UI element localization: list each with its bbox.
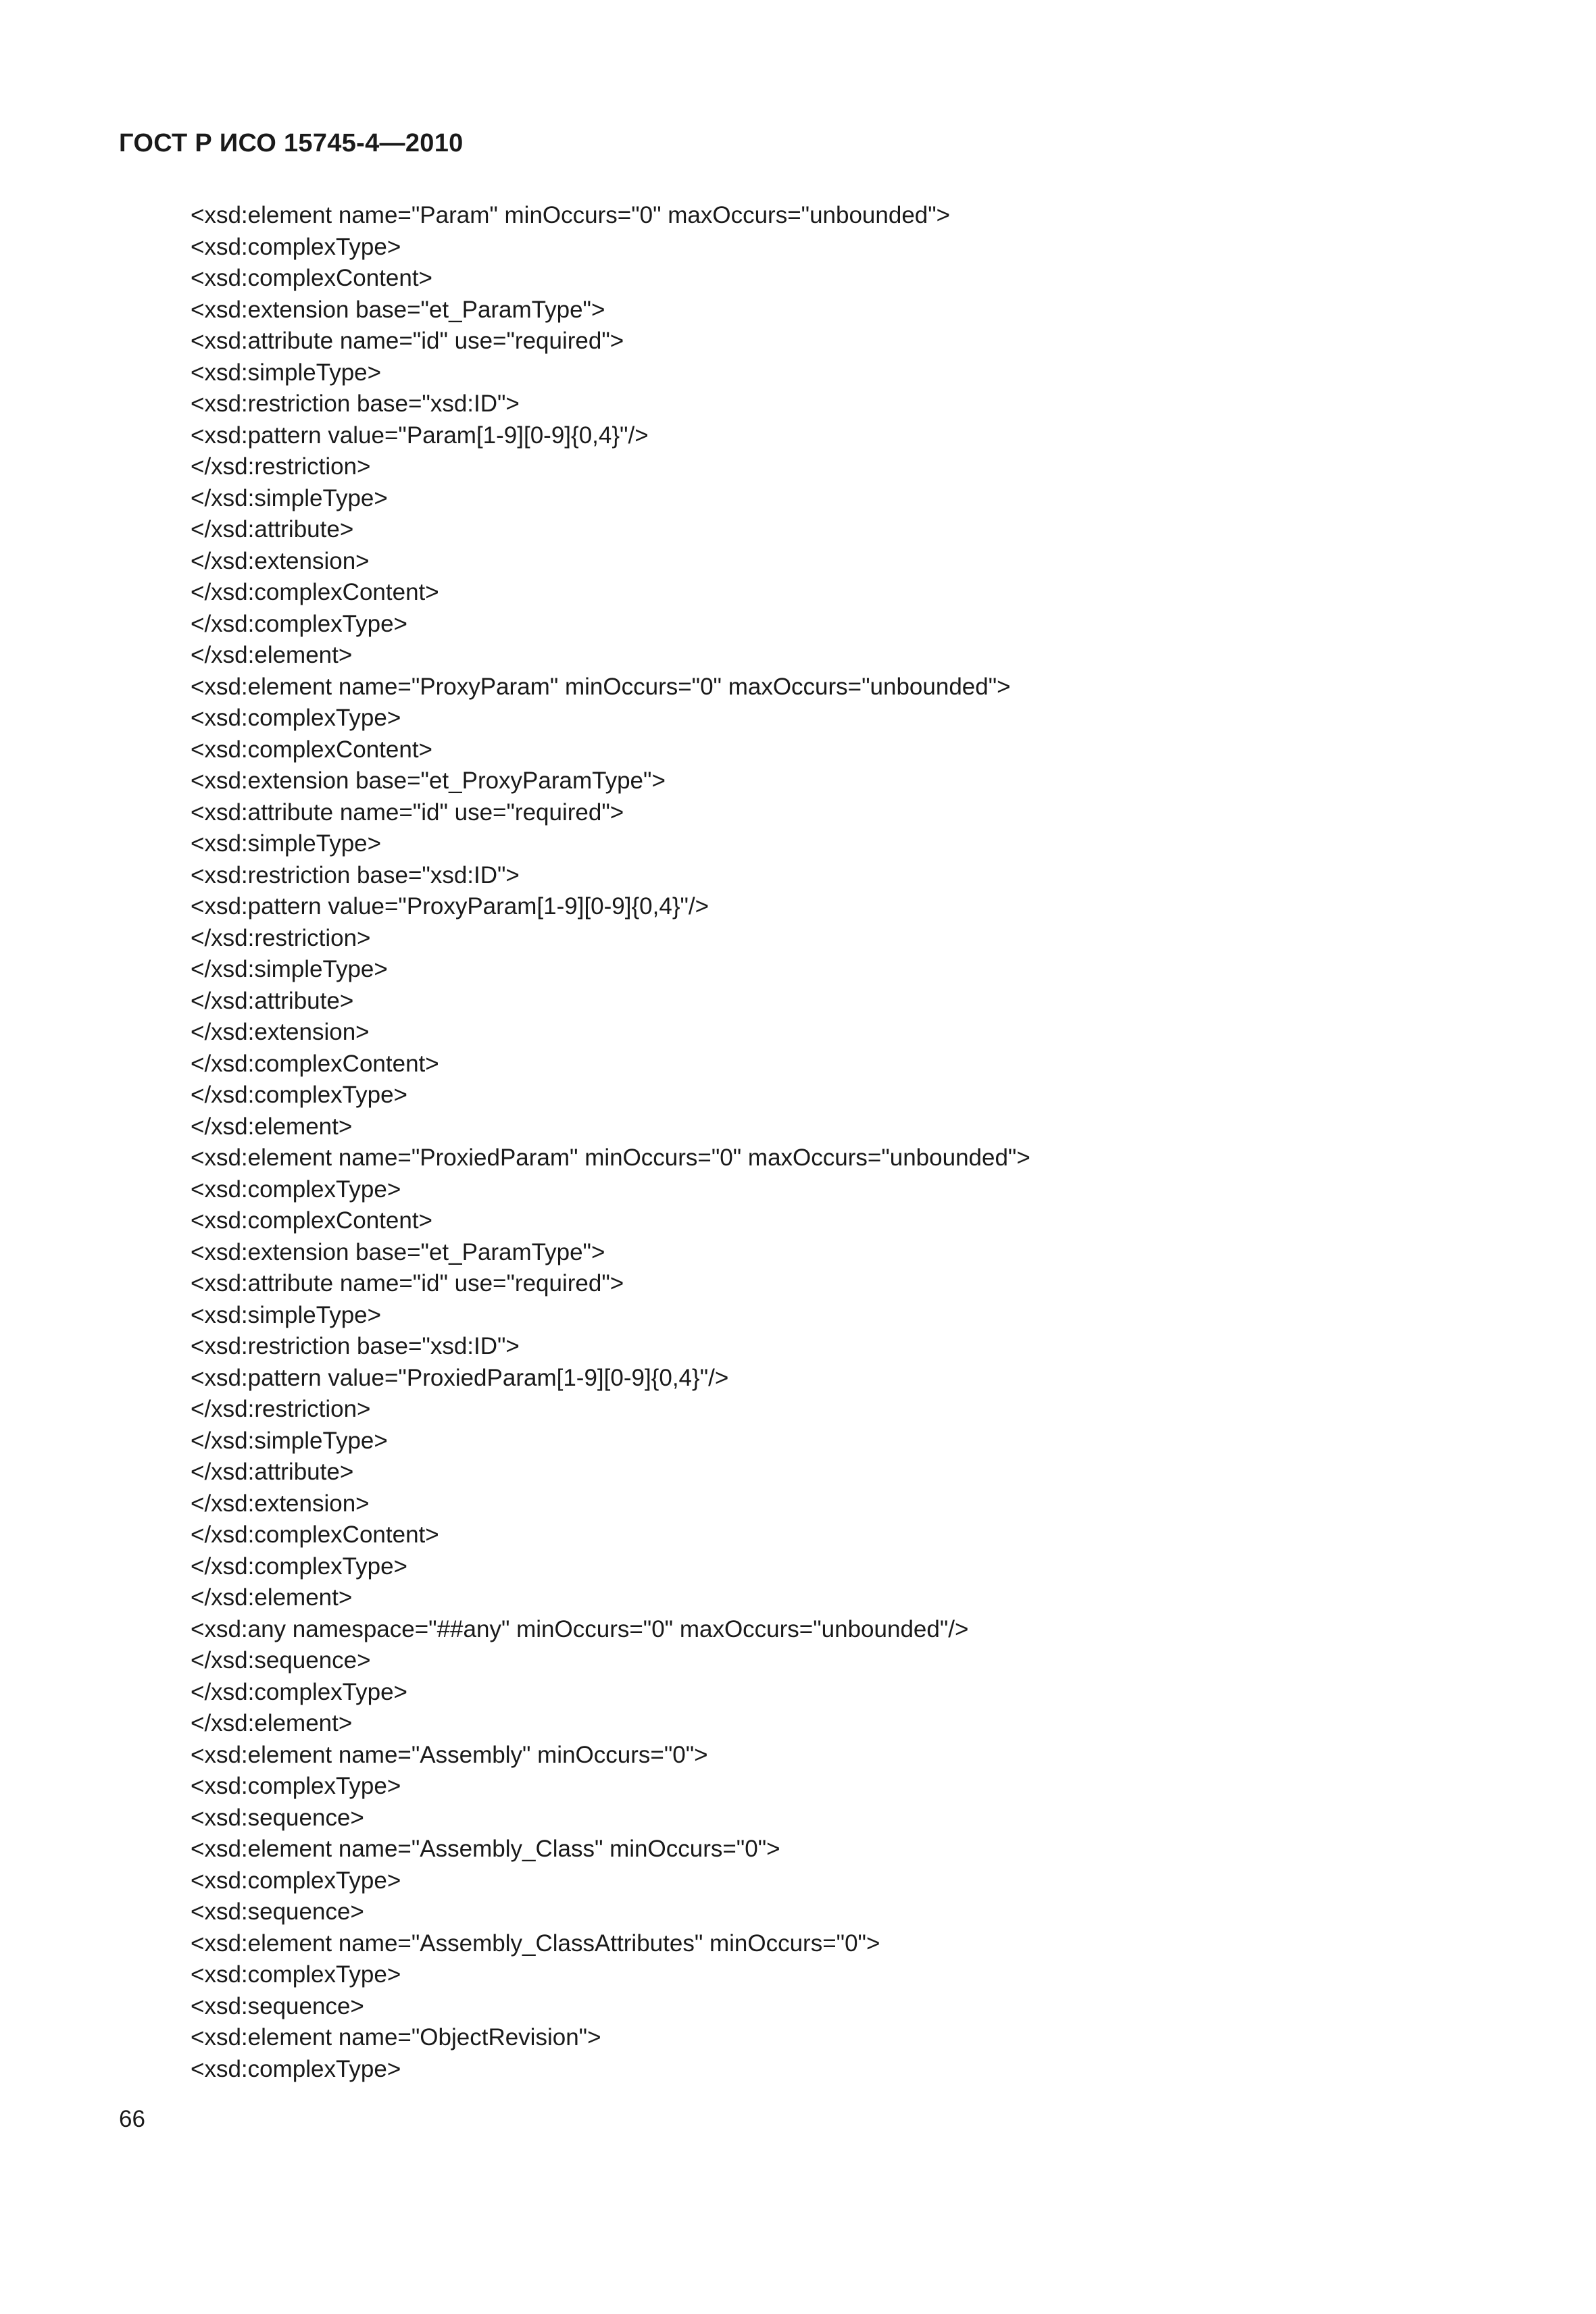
- xsd-code-listing: [191, 200, 1030, 2085]
- code-line: </xsd:restriction>: [191, 924, 371, 951]
- code-line: </xsd:element>: [191, 1113, 353, 1140]
- code-line: <xsd:attribute name="id" use="required">: [191, 328, 624, 354]
- code-line: </xsd:complexType>: [191, 1082, 407, 1108]
- code-line: <xsd:restriction base="xsd:ID">: [191, 861, 520, 888]
- code-line: </xsd:complexContent>: [191, 579, 439, 605]
- code-line: <xsd:sequence>: [191, 1804, 364, 1831]
- code-line: <xsd:complexType>: [191, 705, 401, 731]
- code-line: <xsd:attribute name="id" use="required">: [191, 1270, 624, 1297]
- code-line: </xsd:extension>: [191, 547, 370, 574]
- code-line: <xsd:extension base="et_ParamType">: [191, 1238, 605, 1265]
- code-line: <xsd:simpleType>: [191, 359, 382, 386]
- code-line: </xsd:complexType>: [191, 1678, 407, 1705]
- code-line: </xsd:extension>: [191, 1019, 370, 1045]
- page-header-standard-code: ГОСТ Р ИСО 15745-4—2010: [119, 129, 464, 157]
- code-line: </xsd:complexContent>: [191, 1050, 439, 1077]
- code-line: </xsd:attribute>: [191, 1459, 354, 1485]
- page-number: 66: [119, 2106, 145, 2132]
- code-line: </xsd:attribute>: [191, 987, 354, 1014]
- code-line: </xsd:restriction>: [191, 453, 371, 480]
- code-line: <xsd:complexType>: [191, 1773, 401, 1799]
- code-line: </xsd:sequence>: [191, 1647, 371, 1674]
- code-line: <xsd:sequence>: [191, 1898, 364, 1925]
- code-line: <xsd:complexType>: [191, 1176, 401, 1203]
- code-line: <xsd:complexContent>: [191, 736, 432, 763]
- code-line: <xsd:element name="ProxyParam" minOccurs="0" maxOccurs="unbounded">: [191, 673, 1011, 700]
- code-line: <xsd:complexType>: [191, 1961, 401, 1988]
- code-line: <xsd:complexType>: [191, 2055, 401, 2082]
- code-line: <xsd:restriction base="xsd:ID">: [191, 391, 520, 417]
- code-line: <xsd:extension base="et_ProxyParamType">: [191, 768, 666, 794]
- code-line: <xsd:extension base="et_ParamType">: [191, 296, 605, 323]
- code-line: <xsd:simpleType>: [191, 830, 382, 857]
- code-line: <xsd:complexContent>: [191, 1207, 432, 1234]
- code-line: <xsd:element name="ObjectRevision">: [191, 2024, 601, 2051]
- code-line: </xsd:simpleType>: [191, 1427, 388, 1454]
- code-line: </xsd:element>: [191, 642, 353, 668]
- code-line: </xsd:complexContent>: [191, 1521, 439, 1548]
- code-line: <xsd:attribute name="id" use="required">: [191, 799, 624, 826]
- code-line: <xsd:sequence>: [191, 1992, 364, 2019]
- code-line: </xsd:element>: [191, 1584, 353, 1611]
- code-line: <xsd:element name="Assembly_ClassAttributes" minOccurs="0">: [191, 1930, 880, 1957]
- code-line: </xsd:simpleType>: [191, 484, 388, 511]
- code-line: <xsd:element name="Assembly" minOccurs="0">: [191, 1741, 708, 1768]
- code-line: </xsd:restriction>: [191, 1396, 371, 1422]
- code-line: <xsd:element name="Assembly_Class" minOccurs="0">: [191, 1836, 780, 1862]
- code-line: </xsd:element>: [191, 1710, 353, 1736]
- code-line: <xsd:pattern value="Param[1-9][0-9]{0,4}"/>: [191, 422, 649, 449]
- code-line: <xsd:pattern value="ProxiedParam[1-9][0-9]{0,4}"/>: [191, 1364, 729, 1391]
- code-line: </xsd:complexType>: [191, 610, 407, 637]
- code-line: <xsd:restriction base="xsd:ID">: [191, 1333, 520, 1359]
- code-line: </xsd:extension>: [191, 1490, 370, 1517]
- code-line: <xsd:complexContent>: [191, 265, 432, 291]
- code-line: </xsd:complexType>: [191, 1553, 407, 1580]
- code-line: <xsd:element name="ProxiedParam" minOccurs="0" maxOccurs="unbounded">: [191, 1145, 1030, 1171]
- code-line: <xsd:complexType>: [191, 233, 401, 260]
- code-line: <xsd:element name="Param" minOccurs="0" maxOccurs="unbounded">: [191, 202, 951, 228]
- code-line: </xsd:attribute>: [191, 516, 354, 543]
- code-line: <xsd:any namespace="##any" minOccurs="0" maxOccurs="unbounded"/>: [191, 1615, 969, 1642]
- code-line: <xsd:pattern value="ProxyParam[1-9][0-9]{0,4}"/>: [191, 893, 709, 920]
- code-line: <xsd:complexType>: [191, 1867, 401, 1894]
- code-line: </xsd:simpleType>: [191, 956, 388, 982]
- code-line: <xsd:simpleType>: [191, 1301, 382, 1328]
